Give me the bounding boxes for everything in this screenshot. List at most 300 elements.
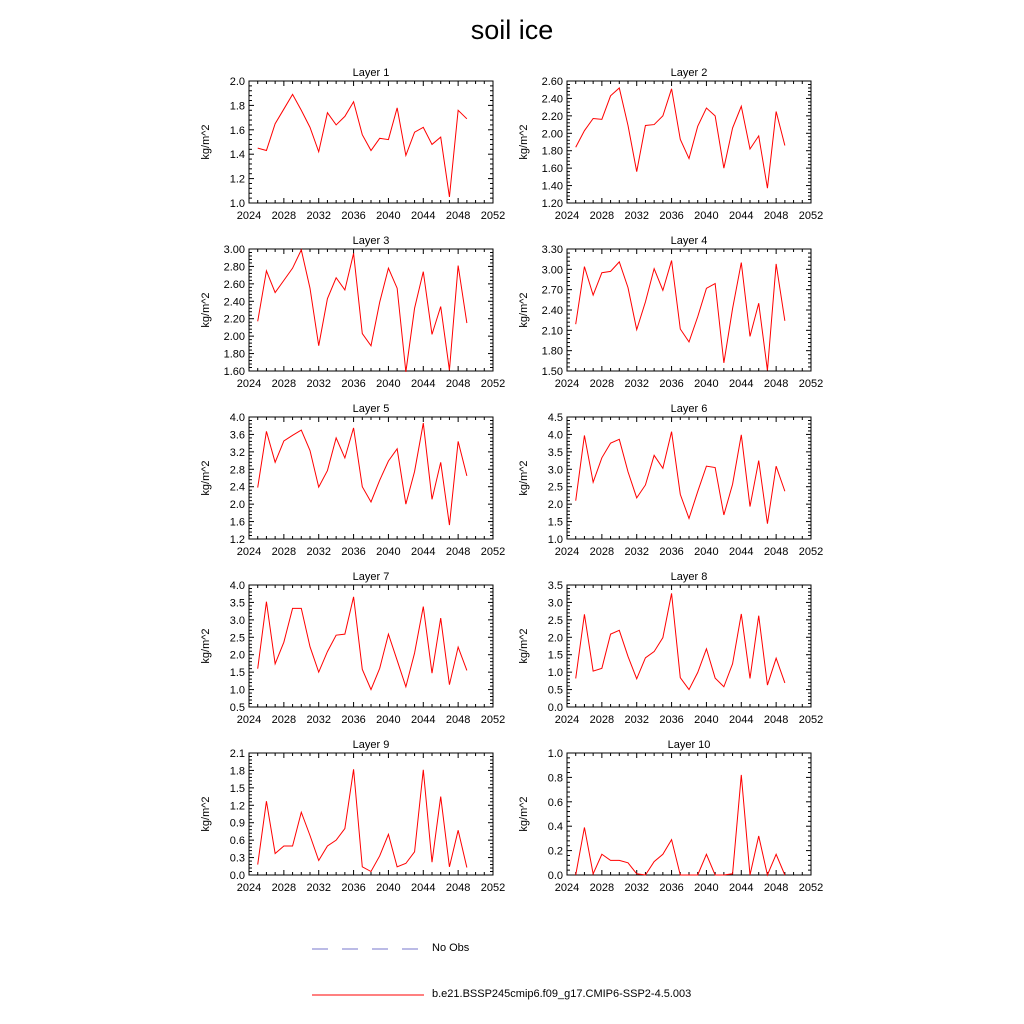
layer-1-xtick-label: 2028	[271, 210, 297, 222]
layer-8-data-point	[593, 671, 594, 672]
layer-2-data-point	[758, 135, 759, 136]
layer-1-data-point	[310, 127, 311, 128]
layer-5-series-line	[258, 423, 467, 525]
layer-3-data-point	[353, 253, 354, 254]
layer-10-ytick-label: 0.2	[547, 845, 563, 858]
layer-8-data-point	[680, 677, 681, 678]
layer-10-ytick-label: 0.6	[547, 796, 563, 809]
layer-2-xtick-label: 2024	[554, 210, 580, 222]
legend-label-no-obs: No Obs	[432, 942, 470, 954]
layer-4-data-point	[593, 295, 594, 296]
layer-7-series-line	[258, 597, 467, 690]
layer-4-ytick-label: 3.00	[541, 264, 563, 277]
layer-8-title: Layer 8	[670, 571, 708, 583]
layer-4-data-point	[723, 362, 724, 363]
layer-5-xtick-label: 2028	[271, 546, 297, 558]
layer-4-data-point	[680, 328, 681, 329]
layer-5-data-point	[466, 475, 467, 476]
layer-4-xtick-label: 2032	[624, 378, 649, 390]
layer-10-xtick-label: 2048	[763, 882, 789, 894]
layer-8-ylabel: kg/m^2	[518, 628, 530, 664]
layer-2-data-point	[715, 115, 716, 116]
layer-6-xtick-label: 2032	[624, 546, 649, 558]
layer-8-data-point	[767, 685, 768, 686]
layer-7-data-point	[275, 663, 276, 664]
layer-2-series-line	[576, 88, 785, 188]
layer-8-data-point	[706, 648, 707, 649]
layer-5-data-point	[301, 430, 302, 431]
layer-5-data-point	[458, 441, 459, 442]
layer-6-ytick-label: 1.5	[547, 516, 563, 529]
layer-9-data-point	[458, 830, 459, 831]
layer-9-data-point	[371, 871, 372, 872]
layer-4-xtick-label: 2048	[763, 378, 789, 390]
layer-3-ylabel: kg/m^2	[200, 292, 212, 328]
layer-4-data-point	[750, 336, 751, 337]
layer-7-xtick-label: 2024	[236, 714, 262, 726]
layer-4-data-point	[671, 260, 672, 261]
layer-4-data-point	[767, 370, 768, 371]
layer-6-ylabel: kg/m^2	[518, 460, 530, 496]
layer-7-data-point	[353, 596, 354, 597]
layer-5-data-point	[257, 487, 258, 488]
layer-9-data-point	[318, 860, 319, 861]
layer-3-data-point	[466, 323, 467, 324]
layer-2-xtick-label: 2040	[694, 210, 719, 222]
layer-10-xtick-label: 2044	[729, 882, 754, 894]
layer-3-data-point	[257, 321, 258, 322]
layer-2-data-point	[689, 158, 690, 159]
layer-8-data-point	[601, 668, 602, 669]
layer-7-data-point	[423, 606, 424, 607]
layer-6-xtick-label: 2024	[554, 546, 580, 558]
layer-7-data-point	[449, 684, 450, 685]
layer-2-xtick-label: 2052	[798, 210, 824, 222]
layer-9-ytick-label: 1.5	[229, 782, 245, 795]
layer-9-data-point	[336, 840, 337, 841]
layer-6-data-point	[645, 484, 646, 485]
layer-5-data-point	[275, 462, 276, 463]
layer-10-data-point	[601, 854, 602, 855]
layer-6-ytick-label: 3.5	[547, 446, 563, 459]
layer-1-xtick-label: 2036	[341, 210, 366, 222]
layer-9-xtick-label: 2028	[271, 882, 297, 894]
layer-3-data-point	[292, 268, 293, 269]
layer-5-data-point	[371, 501, 372, 502]
layer-9-xtick-label: 2040	[376, 882, 401, 894]
layer-7-xtick-label: 2044	[411, 714, 436, 726]
layer-8-data-point	[715, 678, 716, 679]
layer-7-data-point	[388, 634, 389, 635]
layer-3-data-point	[388, 268, 389, 269]
layer-7-data-point	[432, 673, 433, 674]
layer-6-data-point	[662, 468, 663, 469]
layer-8-data-point	[732, 663, 733, 664]
layer-1-data-point	[458, 110, 459, 111]
layer-8-data-point	[584, 614, 585, 615]
layer-8-xtick-label: 2048	[763, 714, 789, 726]
layer-9-xtick-label: 2032	[306, 882, 331, 894]
layer-5-data-point	[318, 487, 319, 488]
layer-4-xtick-label: 2044	[729, 378, 754, 390]
layer-6-xtick-label: 2048	[763, 546, 789, 558]
layer-1-plot-frame	[249, 81, 493, 203]
layer-6-data-point	[584, 435, 585, 436]
layer-5-data-point	[449, 525, 450, 526]
layer-5-ylabel: kg/m^2	[200, 460, 212, 496]
layer-10-ytick-label: 1.0	[547, 748, 563, 760]
layer-3-data-point	[440, 306, 441, 307]
layer-3-data-point	[301, 249, 302, 250]
layer-1-ytick-label: 1.0	[229, 198, 245, 210]
layer-3-xtick-label: 2044	[411, 378, 436, 390]
layer-1-data-point	[327, 112, 328, 113]
layer-7-data-point	[344, 634, 345, 635]
layer-5-data-point	[432, 499, 433, 500]
layer-7-data-point	[362, 669, 363, 670]
layer-8-ytick-label: 2.5	[547, 614, 563, 627]
layer-2-plot-frame	[567, 81, 811, 203]
layer-9-series-line	[258, 769, 467, 871]
layer-8-ytick-label: 0.5	[547, 684, 563, 697]
layer-6-xtick-label: 2052	[798, 546, 824, 558]
layer-7-title: Layer 7	[352, 571, 390, 583]
layer-2-data-point	[671, 88, 672, 89]
layer-2-ytick-label: 1.80	[541, 145, 563, 158]
layer-7-ytick-label: 4.0	[229, 580, 245, 592]
layer-9-data-point	[362, 866, 363, 867]
layer-7-data-point	[310, 646, 311, 647]
layer-7-xtick-label: 2048	[445, 714, 471, 726]
layer-1-ytick-label: 1.6	[229, 124, 245, 137]
layer-9-xtick-label: 2036	[341, 882, 366, 894]
layer-7-xtick-label: 2036	[341, 714, 366, 726]
layer-6-ytick-label: 4.5	[547, 412, 563, 424]
layer-7-ytick-label: 3.0	[229, 614, 245, 627]
layer-9-data-point	[283, 845, 284, 846]
layer-9-data-point	[301, 812, 302, 813]
layer-6-ytick-label: 4.0	[547, 429, 563, 442]
layer-9-data-point	[327, 845, 328, 846]
layer-1-data-point	[449, 196, 450, 197]
layer-10-data-point	[732, 873, 733, 874]
layer-9-ytick-label: 0.0	[229, 870, 245, 882]
layer-6-data-point	[784, 491, 785, 492]
layer-7-xtick-label: 2040	[376, 714, 401, 726]
layer-5-xtick-label: 2052	[480, 546, 506, 558]
layer-8-data-point	[750, 678, 751, 679]
layer-7-data-point	[414, 652, 415, 653]
layer-4-title: Layer 4	[670, 235, 708, 247]
layer-5-ytick-label: 1.2	[229, 534, 245, 546]
layer-10-xtick-label: 2028	[589, 882, 615, 894]
layer-6-ytick-label: 1.0	[547, 534, 563, 546]
layer-8-data-point	[784, 682, 785, 683]
layer-8-ytick-label: 3.5	[547, 580, 563, 592]
layer-8-data-point	[575, 678, 576, 679]
layer-8-data-point	[645, 657, 646, 658]
layer-8-ytick-label: 3.0	[547, 597, 563, 610]
layer-9-data-point	[379, 855, 380, 856]
layer-10-data-point	[645, 875, 646, 876]
layer-1-data-point	[414, 132, 415, 133]
layer-6-xtick-label: 2028	[589, 546, 615, 558]
layer-7-data-point	[466, 670, 467, 671]
layer-3-data-point	[458, 265, 459, 266]
layer-3-data-point	[318, 345, 319, 346]
layer-7-data-point	[371, 689, 372, 690]
layer-1-data-point	[423, 127, 424, 128]
layer-10-data-point	[767, 875, 768, 876]
layer-3-data-point	[379, 302, 380, 303]
layer-4-data-point	[784, 320, 785, 321]
layer-5-ytick-label: 3.2	[229, 446, 245, 459]
layer-3-xtick-label: 2040	[376, 378, 401, 390]
layer-10-data-point	[758, 835, 759, 836]
layer-3-ytick-label: 1.60	[223, 366, 245, 378]
layer-8-ytick-label: 0.0	[547, 702, 563, 714]
layer-10-ytick-label: 0.4	[547, 821, 563, 834]
layer-7-xtick-label: 2052	[480, 714, 506, 726]
layer-7-data-point	[318, 672, 319, 673]
layer-2-data-point	[584, 130, 585, 131]
layer-7-data-point	[257, 668, 258, 669]
layer-3-ytick-label: 1.80	[223, 348, 245, 361]
layer-1-xtick-label: 2024	[236, 210, 262, 222]
layer-1-data-point	[466, 118, 467, 119]
layer-2-data-point	[706, 108, 707, 109]
layer-5-data-point	[283, 440, 284, 441]
layer-3-xtick-label: 2052	[480, 378, 506, 390]
layer-2-data-point	[593, 118, 594, 119]
layer-4-data-point	[610, 271, 611, 272]
layer-5-xtick-label: 2036	[341, 546, 366, 558]
layer-6-title: Layer 6	[670, 403, 708, 415]
layer-7-ytick-label: 0.5	[229, 702, 245, 714]
layer-7-data-point	[336, 635, 337, 636]
layer-10-data-point	[784, 875, 785, 876]
layer-6-data-point	[697, 491, 698, 492]
layer-6-ytick-label: 3.0	[547, 464, 563, 477]
layer-9-title: Layer 9	[352, 739, 390, 751]
layer-7-ytick-label: 2.5	[229, 632, 245, 645]
layer-9-ytick-label: 2.1	[229, 748, 245, 760]
layer-9-data-point	[466, 867, 467, 868]
layer-1-data-point	[362, 134, 363, 135]
layer-6-data-point	[741, 434, 742, 435]
layer-8-xtick-label: 2052	[798, 714, 824, 726]
layer-4-data-point	[741, 262, 742, 263]
layer-10-data-point	[575, 875, 576, 876]
layer-5-xtick-label: 2024	[236, 546, 262, 558]
layer-8-data-point	[723, 686, 724, 687]
layer-2-data-point	[723, 168, 724, 169]
layer-2-data-point	[662, 115, 663, 116]
layer-8-ytick-label: 1.0	[547, 667, 563, 680]
layer-10-data-point	[584, 827, 585, 828]
layer-4-xtick-label: 2028	[589, 378, 615, 390]
layer-5-title: Layer 5	[352, 403, 390, 415]
layer-4-ylabel: kg/m^2	[518, 292, 530, 328]
layer-3-data-point	[371, 345, 372, 346]
layer-1-title: Layer 1	[352, 67, 390, 79]
layer-4-ytick-label: 1.80	[541, 345, 563, 358]
layer-1-data-point	[344, 116, 345, 117]
layer-5-data-point	[414, 471, 415, 472]
layer-9-data-point	[292, 845, 293, 846]
layer-10-plot-frame	[567, 753, 811, 875]
layer-9-data-point	[257, 864, 258, 865]
layer-4-data-point	[645, 301, 646, 302]
layer-10-data-point	[610, 860, 611, 861]
layer-9-data-point	[388, 834, 389, 835]
layer-4-data-point	[758, 303, 759, 304]
layer-10-data-point	[671, 839, 672, 840]
layer-9-ytick-label: 0.9	[229, 817, 245, 830]
layer-1-xtick-label: 2032	[306, 210, 331, 222]
layer-5-ytick-label: 1.6	[229, 516, 245, 529]
layer-6-data-point	[593, 482, 594, 483]
layer-10-data-point	[654, 861, 655, 862]
layer-8-data-point	[741, 613, 742, 614]
layer-1-data-point	[379, 138, 380, 139]
layer-7-data-point	[397, 660, 398, 661]
layer-6-data-point	[758, 460, 759, 461]
layer-3-data-point	[432, 334, 433, 335]
layer-2-ytick-label: 2.20	[541, 110, 563, 123]
layer-4-data-point	[662, 290, 663, 291]
layer-10-data-point	[697, 875, 698, 876]
layer-2-data-point	[654, 124, 655, 125]
layer-2-data-point	[741, 106, 742, 107]
layer-10-data-point	[593, 873, 594, 874]
layer-3-data-point	[449, 370, 450, 371]
layer-1-xtick-label: 2048	[445, 210, 471, 222]
layer-4-series-line	[576, 261, 785, 371]
layer-2-data-point	[575, 147, 576, 148]
layer-6-xtick-label: 2040	[694, 546, 719, 558]
layer-7-xtick-label: 2032	[306, 714, 331, 726]
layer-10-xtick-label: 2024	[554, 882, 580, 894]
layer-8-data-point	[776, 658, 777, 659]
layer-2-data-point	[601, 119, 602, 120]
layer-5-data-point	[266, 431, 267, 432]
layer-6-data-point	[767, 523, 768, 524]
layer-6-data-point	[671, 431, 672, 432]
layer-7-xtick-label: 2028	[271, 714, 297, 726]
layer-3-xtick-label: 2036	[341, 378, 366, 390]
layer-6-xtick-label: 2044	[729, 546, 754, 558]
layer-7-ytick-label: 3.5	[229, 597, 245, 610]
layer-9-data-point	[414, 851, 415, 852]
layer-5-plot-frame	[249, 417, 493, 539]
layer-1-data-point	[292, 94, 293, 95]
layer-6-data-point	[575, 500, 576, 501]
layer-1-data-point	[397, 107, 398, 108]
layer-5-data-point	[292, 435, 293, 436]
layer-6-ytick-label: 2.0	[547, 499, 563, 512]
layer-2-ytick-label: 1.20	[541, 198, 563, 210]
layer-7-data-point	[327, 651, 328, 652]
layer-10-xtick-label: 2040	[694, 882, 719, 894]
layer-5-xtick-label: 2044	[411, 546, 436, 558]
layer-9-data-point	[310, 835, 311, 836]
layer-1-data-point	[388, 139, 389, 140]
layer-1-xtick-label: 2040	[376, 210, 401, 222]
layer-6-data-point	[723, 514, 724, 515]
layer-5-data-point	[344, 457, 345, 458]
layer-3-plot-frame	[249, 249, 493, 371]
layer-9-data-point	[440, 796, 441, 797]
layer-7-data-point	[301, 608, 302, 609]
layer-4-ytick-label: 2.40	[541, 305, 563, 317]
layer-6-data-point	[628, 471, 629, 472]
layer-8-data-point	[654, 651, 655, 652]
layer-1-ytick-label: 1.2	[229, 173, 245, 186]
layer-8-data-point	[662, 637, 663, 638]
layer-8-series-line	[576, 593, 785, 689]
layer-9-xtick-label: 2024	[236, 882, 262, 894]
layer-2-data-point	[628, 125, 629, 126]
layer-5-data-point	[440, 462, 441, 463]
layer-9-data-point	[353, 769, 354, 770]
layer-2-xtick-label: 2032	[624, 210, 649, 222]
layer-4-ytick-label: 2.70	[541, 284, 563, 297]
layer-1-ytick-label: 1.4	[229, 149, 245, 162]
layer-4-data-point	[732, 308, 733, 309]
layer-2-data-point	[619, 87, 620, 88]
layer-5-data-point	[362, 486, 363, 487]
layer-10-data-point	[636, 873, 637, 874]
layer-10-data-point	[662, 854, 663, 855]
layer-6-xtick-label: 2036	[659, 546, 684, 558]
layer-2-ytick-label: 2.60	[541, 76, 563, 88]
layer-10-xtick-label: 2032	[624, 882, 649, 894]
layer-1-data-point	[301, 110, 302, 111]
layer-4-data-point	[689, 341, 690, 342]
layer-5-ytick-label: 2.8	[229, 464, 245, 477]
layer-2-data-point	[636, 171, 637, 172]
layer-7-data-point	[266, 601, 267, 602]
layer-2-ytick-label: 1.40	[541, 180, 563, 193]
layer-5-data-point	[310, 450, 311, 451]
layer-9-plot-frame	[249, 753, 493, 875]
layer-1-ytick-label: 2.0	[229, 76, 245, 88]
layer-6-data-point	[715, 467, 716, 468]
layer-7-data-point	[292, 608, 293, 609]
layer-8-data-point	[689, 689, 690, 690]
layer-4-data-point	[706, 288, 707, 289]
layer-3-ytick-label: 2.40	[223, 296, 245, 309]
layer-10-xtick-label: 2052	[798, 882, 824, 894]
layer-3-data-point	[336, 277, 337, 278]
layer-4-data-point	[654, 268, 655, 269]
layer-4-data-point	[584, 266, 585, 267]
layer-8-xtick-label: 2044	[729, 714, 754, 726]
layer-1-data-point	[432, 144, 433, 145]
layer-2-data-point	[680, 139, 681, 140]
layer-5-data-point	[405, 504, 406, 505]
layer-4-data-point	[575, 324, 576, 325]
layer-4-xtick-label: 2036	[659, 378, 684, 390]
layer-8-data-point	[619, 630, 620, 631]
layer-2-data-point	[776, 111, 777, 112]
layer-6-data-point	[732, 484, 733, 485]
layer-5-data-point	[327, 470, 328, 471]
layer-1-data-point	[283, 109, 284, 110]
layer-4-data-point	[715, 283, 716, 284]
layer-7-data-point	[379, 668, 380, 669]
